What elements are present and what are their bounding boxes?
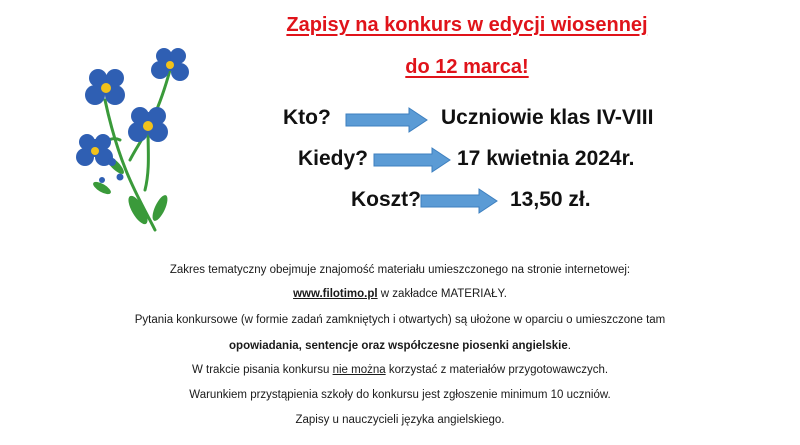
body-line-4-end: . — [567, 340, 571, 352]
website-link[interactable]: www.filotimo.pl — [293, 288, 378, 300]
when-value: 17 kwietnia 2024r. — [457, 147, 635, 170]
body-line-2 — [0, 288, 800, 300]
body-line-5 — [0, 364, 800, 376]
body-line-4 — [0, 340, 800, 352]
body-line-7: Zapisy u nauczycieli języka angielskiego. — [295, 414, 505, 426]
when-label: Kiedy? — [298, 147, 369, 170]
cost-value: 13,50 zł. — [510, 188, 591, 211]
body-line-4-bold: opowiadania, sentencje oraz współczesne piosenki angielskie — [229, 340, 568, 352]
right-arrow-icon — [345, 107, 430, 133]
right-arrow-icon — [373, 147, 453, 173]
body-line-6: Warunkiem przystąpienia szkoły do konkursu jest zgłoszenie minimum 10 uczniów. — [189, 389, 611, 401]
flower-head-2 — [151, 48, 189, 81]
body-line-5-start: W trakcie pisania konkursu — [191, 364, 333, 376]
right-arrow-icon — [420, 188, 500, 214]
cost-label: Koszt? — [351, 188, 421, 211]
flower-head-4 — [76, 134, 113, 166]
body-line-5-emph: nie można — [332, 364, 386, 376]
who-label: Kto? — [283, 106, 331, 129]
who-value: Uczniowie klas IV-VIII — [441, 106, 654, 129]
headline-line-1: Zapisy na konkurs w edycji wiosennej — [286, 14, 648, 36]
body-line-1: Zakres tematyczny obejmuje znajomość materiału umieszczonego na stronie internetowej: — [169, 264, 631, 276]
headline-line-2: do 12 marca! — [405, 56, 529, 78]
forget-me-not-illustration — [60, 40, 200, 235]
body-line-2-rest: w zakładce MATERIAŁY. — [377, 288, 507, 300]
body-line-3: Pytania konkursowe (w formie zadań zamkniętych i otwartych) są ułożone w oparciu o umieszczone tam — [134, 314, 666, 326]
body-line-5-end: korzystać z materiałów przygotowawczych. — [385, 364, 609, 376]
